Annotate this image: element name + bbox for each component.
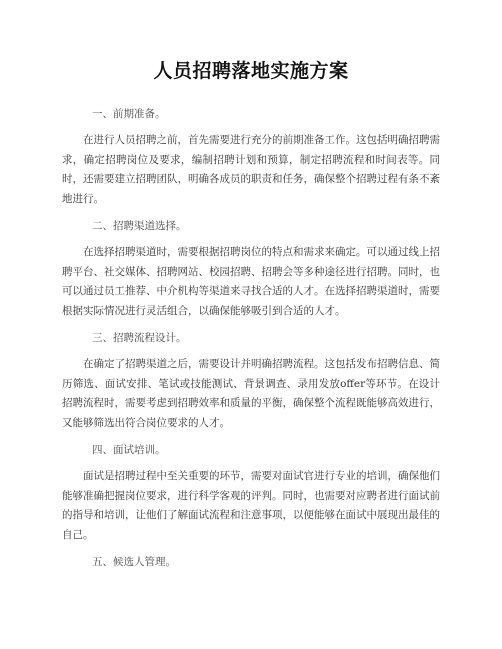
section-heading: 五、候选人管理。 bbox=[92, 556, 176, 568]
section-paragraph: 在选择招聘渠道时，需要根据招聘岗位的特点和需求来确定。可以通过线上招聘平台、社交媒体、招聘网站、校园招聘、招聘会等多种途径进行招聘。同时，也可以通过员工推荐、中介机构等渠道来寻找合适的人才。在选择招聘渠道时，需要根据实际情况进行灵活组合，以确保能够吸引到合适的人才。 bbox=[62, 246, 440, 317]
section-channels bbox=[62, 219, 440, 321]
section-interview-training bbox=[62, 443, 440, 545]
section-paragraph: 在确定了招聘渠道之后，需要设计并明确招聘流程。这包括发布招聘信息、简历筛选、面试安排、笔试或技能测试、背景调查、录用发放offer等环节。在设计招聘流程时，需要考虑到招聘效率和质量的平衡，确保整个流程既能够高效进行，又能够筛选出符合岗位要求的人才。 bbox=[62, 358, 440, 429]
section-candidate-management bbox=[62, 555, 440, 569]
document-title: 人员招聘落地实施方案 bbox=[153, 60, 349, 82]
section-heading: 四、面试培训。 bbox=[92, 444, 166, 456]
section-heading: 二、招聘渠道选择。 bbox=[92, 220, 187, 232]
section-heading: 一、前期准备。 bbox=[92, 108, 166, 120]
section-heading: 三、招聘流程设计。 bbox=[92, 332, 187, 344]
section-paragraph: 面试是招聘过程中至关重要的环节，需要对面试官进行专业的培训，确保他们能够准确把握岗位要求，进行科学客观的评判。同时，也需要对应聘者进行面试前的指导和培训，让他们了解面试流程和注意事项，以便能够在面试中展现出最佳的自己。 bbox=[62, 470, 440, 541]
section-preparation bbox=[62, 107, 440, 209]
section-paragraph: 在进行人员招聘之前，首先需要进行充分的前期准备工作。这包括明确招聘需求，确定招聘岗位及要求，编制招聘计划和预算，制定招聘流程和时间表等。同时，还需要建立招聘团队，明确各成员的职责和任务，确保整个招聘过程有条不紊地进行。 bbox=[62, 134, 440, 205]
section-process-design bbox=[62, 331, 440, 433]
